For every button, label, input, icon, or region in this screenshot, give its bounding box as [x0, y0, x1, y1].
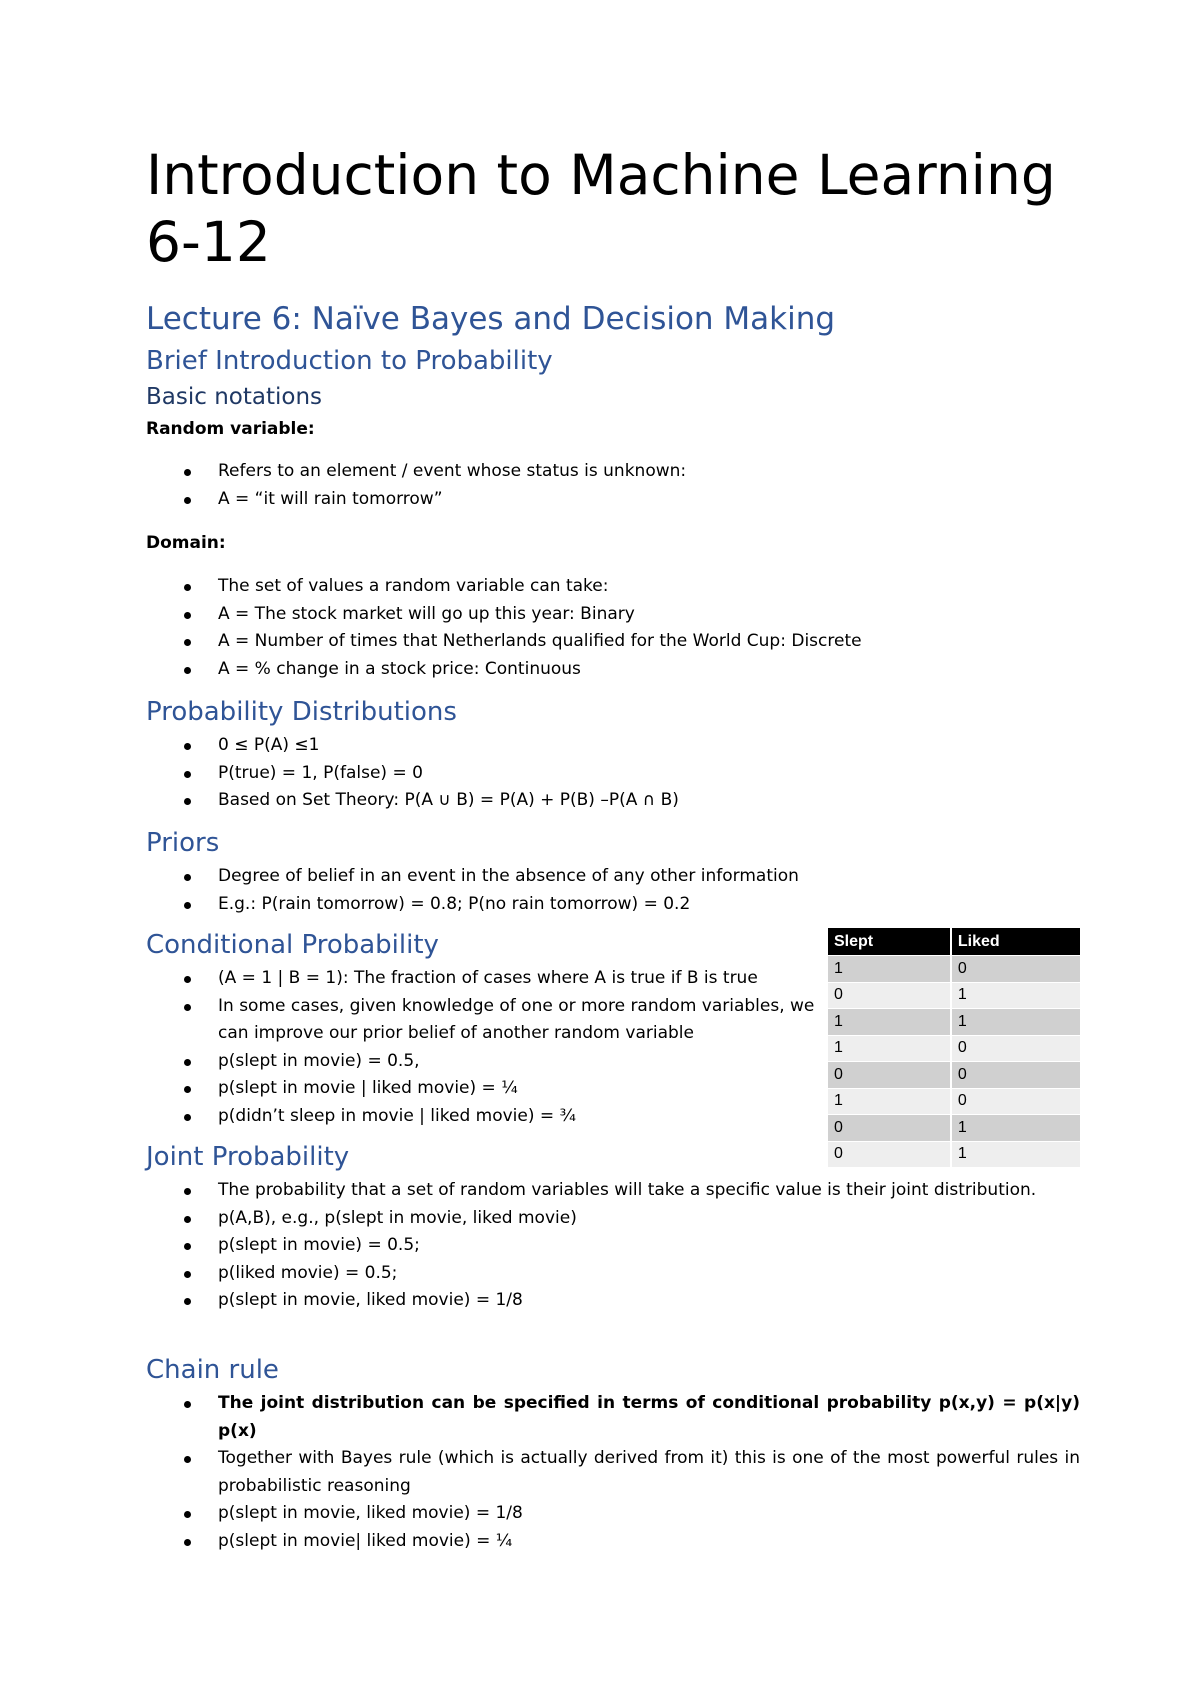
list-item: Refers to an element / event whose status is unknown:	[146, 458, 1080, 486]
column-header-slept: Slept	[828, 928, 951, 956]
list-item: p(liked movie) = 0.5;	[146, 1260, 1080, 1288]
table-header-row	[828, 928, 1080, 956]
list-item: p(slept in movie| liked movie) = ¼	[146, 1528, 1080, 1556]
bullet-icon	[184, 874, 191, 881]
bullet-icon	[184, 612, 191, 619]
list-item: p(slept in movie, liked movie) = 1/8	[146, 1287, 1080, 1315]
bullet-icon	[184, 1059, 191, 1066]
conditional-probability-heading: Conditional Probability	[146, 930, 439, 960]
bullet-icon	[184, 1271, 191, 1278]
list-item: Based on Set Theory: P(A ∪ B) = P(A) + P(B) –P(A ∩ B)	[146, 787, 1080, 815]
table-cell: 0	[828, 1062, 951, 1089]
joint-probability-list	[146, 1177, 1080, 1315]
table-cell: 1	[828, 1088, 951, 1115]
table-row	[828, 1062, 1080, 1089]
slept-liked-table	[828, 928, 1080, 1167]
bullet-icon	[184, 1511, 191, 1518]
table-cell: 0	[828, 982, 951, 1009]
list-item: A = Number of times that Netherlands qualified for the World Cup: Discrete	[146, 628, 1080, 656]
domain-list	[146, 573, 1080, 683]
chain-rule-heading: Chain rule	[146, 1355, 279, 1385]
bullet-icon	[184, 798, 191, 805]
list-item: E.g.: P(rain tomorrow) = 0.8; P(no rain tomorrow) = 0.2	[146, 891, 1080, 919]
list-item: A = The stock market will go up this year: Binary	[146, 601, 1080, 629]
table-row	[828, 956, 1080, 983]
list-item: Degree of belief in an event in the absence of any other information	[146, 863, 1080, 891]
bullet-icon	[184, 1004, 191, 1011]
table-row	[828, 1035, 1080, 1062]
table-cell: 0	[951, 1088, 1080, 1115]
domain-label: Domain:	[146, 533, 226, 553]
bullet-icon	[184, 1539, 191, 1546]
table-cell: 0	[951, 956, 1080, 983]
list-item: p(slept in movie) = 0.5,	[146, 1048, 820, 1076]
bullet-icon	[184, 584, 191, 591]
bullet-icon	[184, 1456, 191, 1463]
table-cell: 1	[828, 1035, 951, 1062]
list-item: p(slept in movie | liked movie) = ¼	[146, 1075, 820, 1103]
bullet-icon	[184, 1298, 191, 1305]
list-item: (A = 1 | B = 1): The fraction of cases where A is true if B is true	[146, 965, 820, 993]
random-variable-label: Random variable:	[146, 419, 315, 439]
bullet-icon	[184, 1188, 191, 1195]
table-cell: 0	[951, 1062, 1080, 1089]
list-item: p(slept in movie, liked movie) = 1/8	[146, 1500, 1080, 1528]
list-item: The set of values a random variable can take:	[146, 573, 1080, 601]
conditional-probability-list	[146, 965, 820, 1130]
table-cell: 1	[951, 1009, 1080, 1036]
bullet-icon	[184, 743, 191, 750]
list-item: 0 ≤ P(A) ≤1	[146, 732, 1080, 760]
list-item: p(A,B), e.g., p(slept in movie, liked movie)	[146, 1205, 1080, 1233]
list-item: p(didn’t sleep in movie | liked movie) = ¾	[146, 1103, 820, 1131]
table-cell: 1	[828, 1009, 951, 1036]
probability-distributions-heading: Probability Distributions	[146, 697, 457, 727]
table-row	[828, 1009, 1080, 1036]
joint-probability-heading: Joint Probability	[146, 1142, 350, 1172]
chain-rule-list	[146, 1390, 1080, 1555]
list-item: A = “it will rain tomorrow”	[146, 486, 1080, 514]
list-item: The joint distribution can be specified in terms of conditional probability p(x,y) = p(x|y) p(x)	[146, 1390, 1080, 1445]
table-cell: 1	[828, 956, 951, 983]
bullet-icon	[184, 1243, 191, 1250]
section-heading: Brief Introduction to Probability	[146, 346, 553, 376]
bullet-icon	[184, 1401, 191, 1408]
table-cell: 1	[951, 982, 1080, 1009]
priors-heading: Priors	[146, 828, 220, 858]
list-item: Together with Bayes rule (which is actually derived from it) this is one of the most powerful rules in probabilistic reasoning	[146, 1445, 1080, 1500]
list-item: P(true) = 1, P(false) = 0	[146, 760, 1080, 788]
bullet-icon	[184, 1086, 191, 1093]
bullet-icon	[184, 771, 191, 778]
random-variable-list	[146, 458, 1080, 513]
table-cell: 1	[951, 1115, 1080, 1142]
list-item: p(slept in movie) = 0.5;	[146, 1232, 1080, 1260]
table-row	[828, 1115, 1080, 1142]
table-cell: 0	[951, 1035, 1080, 1062]
list-item: The probability that a set of random variables will take a specific value is their joint distribution.	[146, 1177, 1080, 1205]
bullet-icon	[184, 639, 191, 646]
basic-notations-heading: Basic notations	[146, 384, 323, 410]
probability-distributions-list	[146, 732, 1080, 815]
bullet-icon	[184, 1114, 191, 1121]
priors-list	[146, 863, 1080, 918]
column-header-liked: Liked	[951, 928, 1080, 956]
table-cell: 0	[828, 1141, 951, 1167]
list-item: A = % change in a stock price: Continuous	[146, 656, 1080, 684]
table-row	[828, 982, 1080, 1009]
table-row	[828, 1141, 1080, 1167]
list-item: In some cases, given knowledge of one or more random variables, we can improve our prior belief of another random variable	[146, 993, 820, 1048]
bullet-icon	[184, 902, 191, 909]
bullet-icon	[184, 976, 191, 983]
bullet-icon	[184, 1216, 191, 1223]
bullet-icon	[184, 469, 191, 476]
table-cell: 0	[828, 1115, 951, 1142]
lecture-heading: Lecture 6: Naïve Bayes and Decision Making	[146, 301, 836, 337]
bullet-icon	[184, 667, 191, 674]
table-cell: 1	[951, 1141, 1080, 1167]
document-title: Introduction to Machine Learning 6-12	[146, 143, 1056, 274]
bullet-icon	[184, 497, 191, 504]
table-row	[828, 1088, 1080, 1115]
